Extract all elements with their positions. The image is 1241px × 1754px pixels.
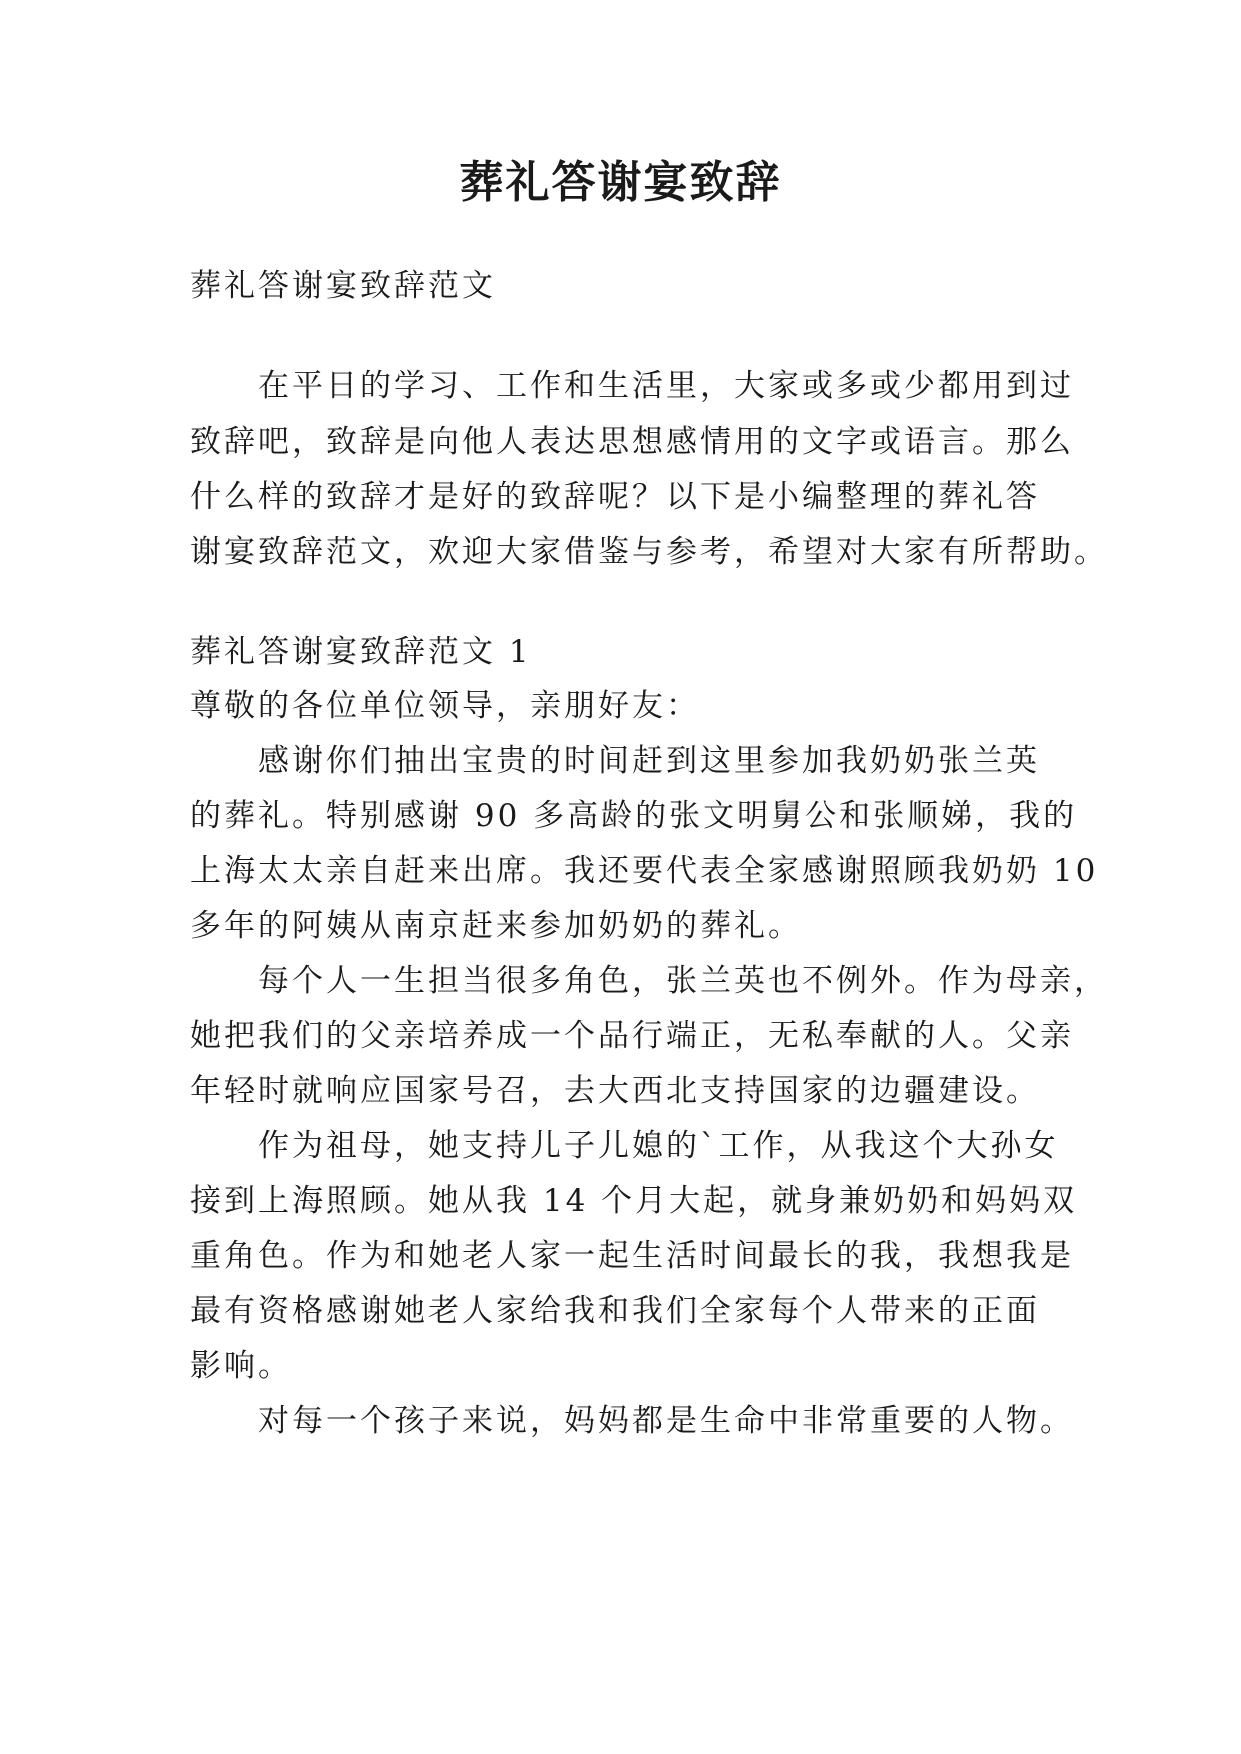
- body-line: 她把我们的父亲培养成一个品行端正，无私奉献的人。父亲: [190, 1018, 1074, 1054]
- intro-line: 谢宴致辞范文，欢迎大家借鉴与参考，希望对大家有所帮助。: [190, 534, 1108, 570]
- section-heading: 葬礼答谢宴致辞范文 1: [190, 634, 532, 670]
- intro-line: 在平日的学习、工作和生活里，大家或多或少都用到过: [258, 368, 1074, 404]
- intro-line: 什么样的致辞才是好的致辞呢？以下是小编整理的葬礼答: [190, 479, 1040, 515]
- body-line: 上海太太亲自赶来出席。我还要代表全家感谢照顾我奶奶 10: [190, 853, 1099, 889]
- intro-line: 致辞吧，致辞是向他人表达思想感情用的文字或语言。那么: [190, 424, 1074, 460]
- body-line: 每个人一生担当很多角色，张兰英也不例外。作为母亲，: [258, 963, 1108, 999]
- body-line: 重角色。作为和她老人家一起生活时间最长的我，我想我是: [190, 1238, 1074, 1274]
- body-line: 年轻时就响应国家号召，去大西北支持国家的边疆建设。: [190, 1073, 1040, 1109]
- body-line: 作为祖母，她支持儿子儿媳的`工作，从我这个大孙女: [258, 1128, 1059, 1164]
- body-line: 最有资格感谢她老人家给我和我们全家每个人带来的正面: [190, 1293, 1040, 1329]
- body-line: 感谢你们抽出宝贵的时间赶到这里参加我奶奶张兰英: [258, 743, 1040, 779]
- salutation: 尊敬的各位单位领导，亲朋好友：: [190, 688, 700, 724]
- body-line: 的葬礼。特别感谢 90 多高龄的张文明舅公和张顺娣，我的: [190, 798, 1078, 834]
- body-line: 接到上海照顾。她从我 14 个月大起，就身兼奶奶和妈妈双: [190, 1183, 1078, 1219]
- body-line: 对每一个孩子来说，妈妈都是生命中非常重要的人物。: [258, 1403, 1074, 1439]
- document-title: 葬礼答谢宴致辞: [459, 157, 782, 208]
- body-line: 多年的阿姨从南京赶来参加奶奶的葬礼。: [190, 908, 802, 944]
- document-subtitle: 葬礼答谢宴致辞范文: [190, 268, 496, 304]
- body-line: 影响。: [190, 1348, 292, 1384]
